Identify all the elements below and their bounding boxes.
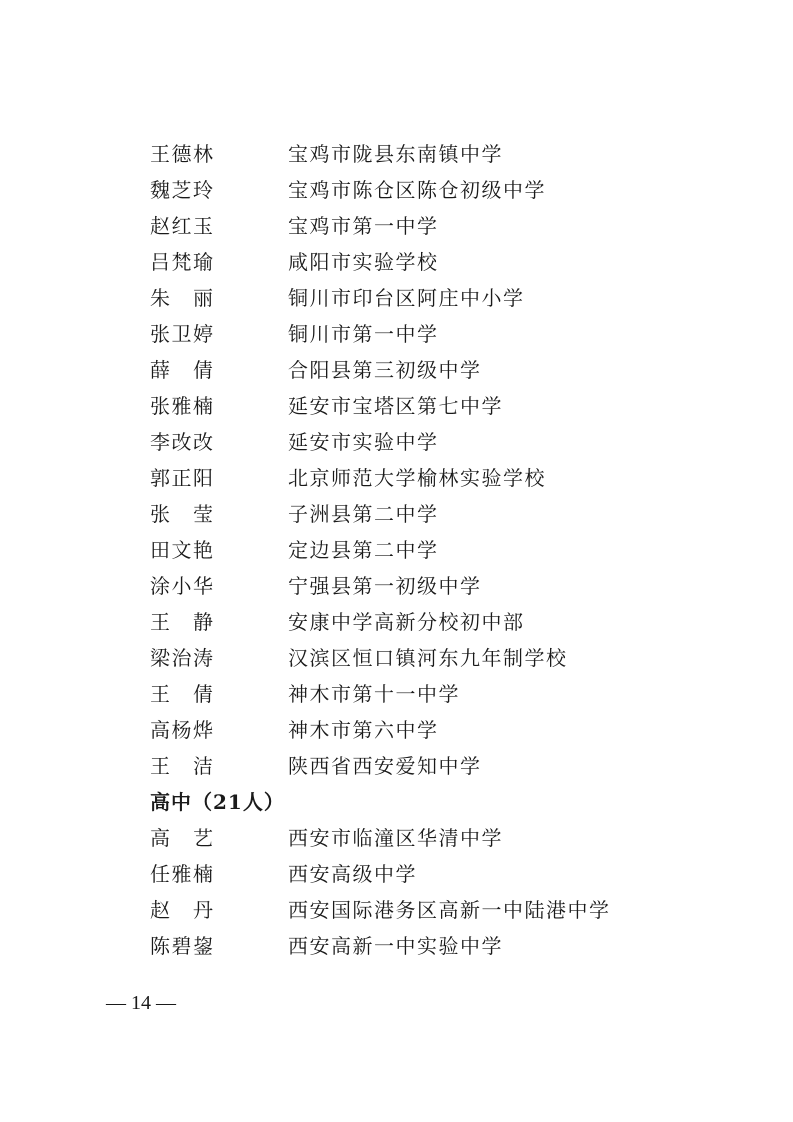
person-name: 张雅楠 — [150, 394, 214, 418]
school-name: 安康中学高新分校初中部 — [288, 610, 525, 634]
school-name: 延安市实验中学 — [288, 430, 439, 454]
school-name: 西安高级中学 — [288, 862, 417, 886]
school-name: 子洲县第二中学 — [288, 502, 439, 526]
person-name: 薛倩 — [150, 358, 214, 382]
person-name: 郭正阳 — [150, 466, 214, 490]
school-name: 延安市宝塔区第七中学 — [288, 394, 503, 418]
school-name: 宝鸡市第一中学 — [288, 214, 439, 238]
school-name: 铜川市第一中学 — [288, 322, 439, 346]
person-name: 涂小华 — [150, 574, 214, 598]
person-name: 张莹 — [150, 502, 214, 526]
person-name: 魏芝玲 — [150, 178, 214, 202]
school-name: 西安市临潼区华清中学 — [288, 826, 503, 850]
page-number: — 14 — — [106, 992, 176, 1014]
person-name: 张卫婷 — [150, 322, 214, 346]
person-name: 梁治涛 — [150, 646, 214, 670]
school-name: 铜川市印台区阿庄中小学 — [288, 286, 525, 310]
person-name: 赵红玉 — [150, 214, 214, 238]
school-name: 陕西省西安爱知中学 — [288, 754, 482, 778]
person-name: 王洁 — [150, 754, 214, 778]
school-name: 定边县第二中学 — [288, 538, 439, 562]
person-name: 田文艳 — [150, 538, 214, 562]
school-name: 宝鸡市陈仓区陈仓初级中学 — [288, 178, 546, 202]
school-name: 咸阳市实验学校 — [288, 250, 439, 274]
section-heading: 高中（21人） — [150, 790, 285, 814]
school-name: 西安高新一中实验中学 — [288, 934, 503, 958]
person-name: 陈碧鋆 — [150, 934, 214, 958]
person-name: 高杨烨 — [150, 718, 214, 742]
person-name: 王倩 — [150, 682, 214, 706]
person-name: 任雅楠 — [150, 862, 214, 886]
person-name: 王德林 — [150, 142, 214, 166]
person-name: 朱丽 — [150, 286, 214, 310]
school-name: 宁强县第一初级中学 — [288, 574, 482, 598]
school-name: 合阳县第三初级中学 — [288, 358, 482, 382]
school-name: 神木市第十一中学 — [288, 682, 460, 706]
school-name: 宝鸡市陇县东南镇中学 — [288, 142, 503, 166]
school-name: 汉滨区恒口镇河东九年制学校 — [288, 646, 568, 670]
school-name: 北京师范大学榆林实验学校 — [288, 466, 546, 490]
person-name: 吕梵瑜 — [150, 250, 214, 274]
person-name: 王静 — [150, 610, 214, 634]
school-name: 神木市第六中学 — [288, 718, 439, 742]
school-name: 西安国际港务区高新一中陆港中学 — [288, 898, 611, 922]
person-name: 李改改 — [150, 430, 214, 454]
person-name: 高艺 — [150, 826, 214, 850]
person-name: 赵丹 — [150, 898, 214, 922]
